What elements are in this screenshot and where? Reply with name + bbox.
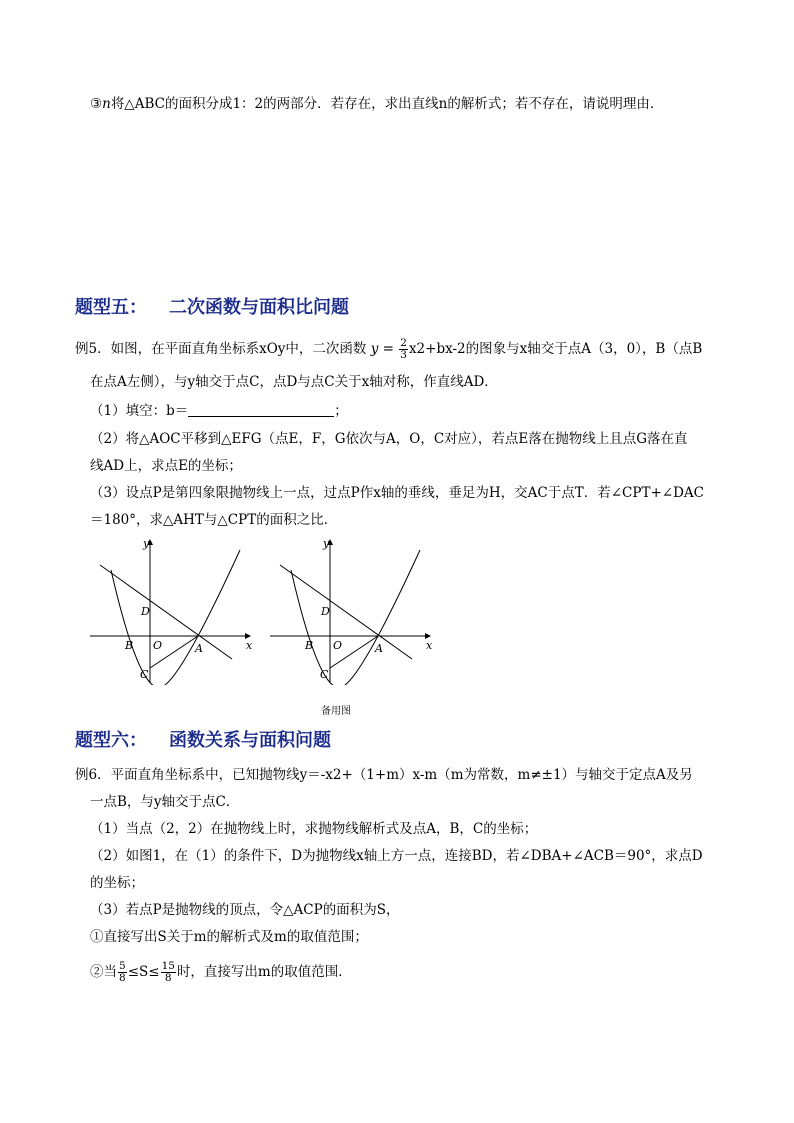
frac-den: 3 bbox=[400, 349, 407, 361]
label-a: A bbox=[195, 642, 203, 655]
ex6-line2: 一点B，与y轴交于点C． bbox=[90, 794, 240, 810]
label-d: D bbox=[321, 605, 330, 618]
label-c: C bbox=[140, 668, 149, 681]
ex5-q2-line1: （2）将△AOC平移到△EFG（点E，F，G依次与A，O，C对应），若点E落在抛物线上且点G落在直 bbox=[90, 431, 688, 447]
ex6-q3-2-ineq: ≤S≤ bbox=[127, 964, 160, 980]
parabola bbox=[291, 550, 420, 685]
fraction-5-8 bbox=[118, 961, 127, 984]
ex6-q3-2-prefix: ②当 bbox=[90, 964, 117, 980]
ex5-q3-line1: （3）设点P是第四象限抛物线上一点，过点P作x轴的垂线，垂足为H，交AC于点T．若∠CPT+∠DAC bbox=[90, 485, 704, 501]
circled-3: ③ bbox=[90, 96, 103, 112]
ex5-line1: 例5．如图，在平面直角坐标系xOy中，二次函数 y = $\frac{2}{3}$ x2+bx-2的图象与x轴交于点A（3，0），B（点B bbox=[75, 337, 703, 361]
section5-heading bbox=[75, 293, 349, 319]
label-c: C bbox=[320, 668, 329, 681]
ex5-figure-spare bbox=[270, 535, 440, 685]
ex6-q3-2 bbox=[90, 961, 352, 984]
label-b: B bbox=[125, 639, 134, 652]
label-y: y bbox=[143, 537, 150, 550]
q3-text: 将△ABC的面积分成1：2的两部分．若存在，求出直线n的解析式；若不存在，请说明理由． bbox=[110, 96, 664, 112]
figure-caption: 备用图 bbox=[321, 706, 351, 717]
frac-num: 2 bbox=[400, 337, 407, 349]
ex5-q1 bbox=[90, 402, 348, 420]
q3-line: ③n将△ABC的面积分成1：2的两部分．若存在，求出直线n的解析式；若不存在，请说明理由． bbox=[90, 96, 664, 112]
ex5-line2: 在点A左侧），与y轴交于点C，点D与点C关于x轴对称，作直线AD． bbox=[90, 374, 498, 390]
label-a: A bbox=[375, 642, 383, 655]
ex5-q3-line2: ＝180°，求△AHT与△CPT的面积之比． bbox=[90, 512, 338, 528]
label-x: x bbox=[246, 639, 253, 652]
ex5-figure-main bbox=[90, 535, 260, 685]
line-ad bbox=[100, 565, 232, 659]
ex6-q3-1: ①直接写出S关于m的解析式及m的取值范围； bbox=[90, 929, 368, 945]
ex6-q1: （1）当点（2，2）在抛物线上时，求抛物线解析式及点A，B，C的坐标； bbox=[90, 821, 538, 837]
ex6-line1: 例6．平面直角坐标系中，已知抛物线y＝-x2+（1+m）x-m（m为常数，m≠±1）与轴交于定点A及另 bbox=[75, 767, 693, 783]
section5-title: 二次函数与面积比问题 bbox=[169, 297, 349, 318]
label-b: B bbox=[305, 639, 314, 652]
label-o: O bbox=[333, 639, 343, 652]
ex5-line1-b: x2+bx-2的图象与x轴交于点A（3，0），B（点B bbox=[408, 341, 703, 357]
ex5-q2-line2: 线AD上，求点E的坐标； bbox=[90, 458, 242, 474]
ex6-q2-line1: （2）如图1，在（1）的条件下，D为抛物线x轴上方一点，连接BD，若∠DBA+∠ACB＝90°，求点D bbox=[90, 848, 703, 864]
section6-title: 函数关系与面积问题 bbox=[169, 730, 331, 751]
ex5-fraction bbox=[399, 338, 408, 361]
ex5-q1-label: （1）填空：b＝ bbox=[90, 403, 189, 419]
frac-num: 5 bbox=[119, 960, 126, 972]
label-x: x bbox=[426, 639, 433, 652]
ex6-q2-line2: 的坐标； bbox=[90, 875, 144, 891]
section6-heading bbox=[75, 726, 331, 752]
section5-label: 题型五： bbox=[75, 297, 147, 318]
ex5-q1-end: ； bbox=[334, 403, 348, 419]
frac-den: 8 bbox=[119, 972, 126, 984]
ex5-line1-a: 例5．如图，在平面直角坐标系xOy中，二次函数 bbox=[75, 341, 367, 357]
fraction-15-8 bbox=[161, 961, 176, 984]
ex6-q3: （3）若点P是抛物线的顶点，令△ACP的面积为S， bbox=[90, 902, 400, 918]
line-ad bbox=[280, 565, 412, 659]
label-o: O bbox=[153, 639, 163, 652]
answer-blank bbox=[188, 402, 334, 417]
label-d: D bbox=[141, 605, 150, 618]
section6-label: 题型六： bbox=[75, 730, 147, 751]
parabola bbox=[111, 550, 240, 685]
label-y: y bbox=[323, 537, 330, 550]
frac-den: 8 bbox=[164, 972, 172, 984]
frac-num: 15 bbox=[161, 960, 175, 972]
ex6-q3-2-suffix: 时，直接写出m的取值范围． bbox=[176, 964, 352, 980]
